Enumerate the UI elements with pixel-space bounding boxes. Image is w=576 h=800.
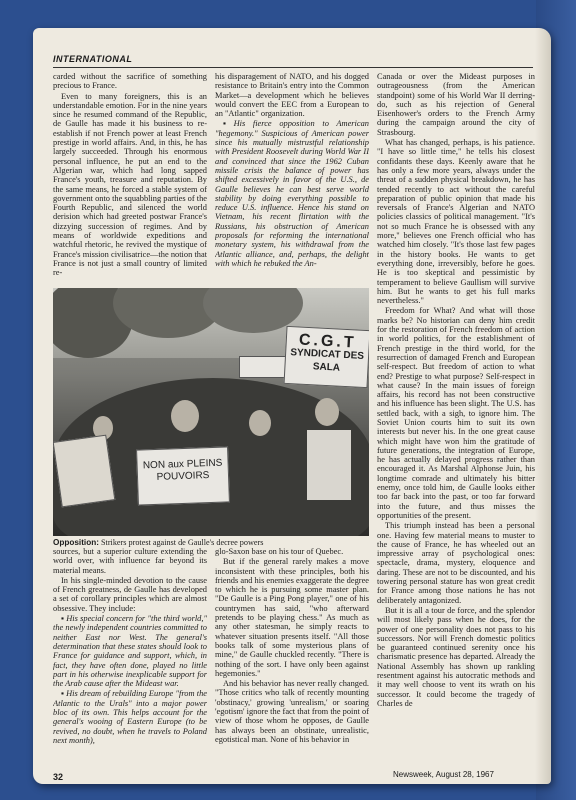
paragraph: In his single-minded devotion to the cause of French greatness, de Gaulle has developed a set of corollary principles which are almost obsessive. They include: <box>53 575 207 613</box>
column-1-bottom <box>53 547 207 767</box>
paragraph: But if the general rarely makes a move inconsistent with these principles, both his friends and his enemies exaggerate the degree to which he is pursuing some master plan. "De Gaulle is a Ping Pong player," one of his countrymen has said, "who afterward pretends to be playing chess." As much as any other statesman, he simply reacts to whatever situation presents itself. "All those books talk of some mysterious plans of mine," de Gaulle chuckled recently. "There is nothing of the sort. I have only been against hegemonies." <box>215 557 369 678</box>
paragraph: Canada or over the Mideast purposes in outrageousness (from the American standpoint) some of his World War II derring-do, such as his rejection of General Eisenhower's orders to the French Army during the campaign around the city of Strasbourg. <box>377 72 535 137</box>
sign-cgt-subtitle: SYNDICAT DES SALA <box>290 347 365 374</box>
publication-footer: Newsweek, August 28, 1967 <box>393 770 494 779</box>
paragraph: What has changed, perhaps, is his patience. "I have so little time," he tells his closest confidants these days. Keenly aware that he has only a few more years, always under the threat of a sudden physical breakdown, he has tended recently to act without the careful preparation of public opinion that made his reversals of France's Algerian and NATO policies classics of political management. "It's not so much France he is obsessed with any more," believes one French official who has watched him closely. "It's those last few pages in the history books. He wants to get everything done, irreversibly, before he goes. He is too skeptical and pessimistic by temperament to believe Gaullism will survive him. But he wants to get his full marks nevertheless." <box>377 138 535 306</box>
protest-sign-cgt <box>284 326 369 388</box>
paragraph-text: His dream of rebuilding Europe "from the Atlantic to the Urals" into a major power bloc of its own. This helps account for the general's wooing of Eastern Europe (to be revived, no doubt, when he travels to Poland next month), <box>53 689 207 745</box>
section-header: INTERNATIONAL <box>53 54 133 64</box>
magazine-page <box>33 28 551 784</box>
column-2-bottom <box>215 547 369 767</box>
bullet-icon: ▪ <box>223 119 232 129</box>
bullet-icon: ▪ <box>61 614 65 624</box>
paragraph: This triumph instead has been a personal one. Having few material means to muster to the cause of France, he has wheeled out an impressive array of psychological ones: spectacle, drama, mystery, eloquence and daring. These are not to be discounted, and his towering personal stature has won great credit for France among those nations he has not deliberately antagonized. <box>377 521 535 605</box>
paragraph: And his behavior has never really changed. "Those critics who talk of recently mounting 'obstinacy,' growing 'unrealism,' or soaring 'egotism' ignore the fact that from the point of view of those whom he opposes, de Gaulle has always been an obstinate, unrealistic, egotistical man. None of his behavior in <box>215 679 369 744</box>
bullet-paragraph <box>53 689 207 745</box>
protest-sign-small <box>239 356 289 378</box>
protest-sign-non: NON aux PLEINS POUVOIRS <box>136 446 230 505</box>
paragraph: his disparagement of NATO, and his dogged resistance to Britain's entry into the Common Market—a development which he believes would convert the EEC from a European to an "Atlantic" organization. <box>215 72 369 119</box>
caption-lead: Opposition: <box>53 538 99 547</box>
paragraph: sources, but a superior culture extending the world over, with influence far beyond its material means. <box>53 547 207 575</box>
header-rule <box>53 67 533 68</box>
protest-sign-left <box>53 435 115 508</box>
photo-shirt <box>307 430 351 500</box>
paragraph-text: His fierce opposition to American "hegemony." Suspicious of American power since his mutually mistrustful relationship with President Roosevelt during World War II and convinced that since the 1962 Cuban missile crisis the balance of power has shifted excessively in favor of the U.S., de Gaulle believes he can best serve world stability by doing everything possible to reduce U.S. influence. Hence his stand on Vietnam, his recent flirtation with the Russians, his obstruction of American proposals for reforming the international monetary system, his withdrawal from the Atlantic alliance, and, perhaps, the delight with which he rebuked the An- <box>215 119 369 268</box>
protest-photo <box>53 288 369 536</box>
page-number: 32 <box>53 772 64 782</box>
bullet-paragraph <box>53 614 207 688</box>
photo-figure <box>249 410 271 436</box>
column-2-top <box>215 72 369 286</box>
paragraph: But it is all a tour de force, and the splendor will most likely pass when he does, for the power of one personality does not pass to his successors. Nor will French domestic politics be guaranteed continued serenity once his charismatic presence has departed. Already the National Assembly has shown up rankling resentment against his autocratic methods and it may well choose to vent its wrath on his successor. It could become the tragedy of Charles de <box>377 605 535 708</box>
photo-figure <box>315 398 339 426</box>
caption-text: Strikers protest against de Gaulle's decree powers <box>100 538 264 547</box>
paragraph: carded without the sacrifice of something precious to France. <box>53 72 207 91</box>
paragraph: Even to many foreigners, this is an understandable emotion. For in the nine years since he resumed command of the Republic, de Gaulle has made it his business to re-establish if not French power at least French prestige in world affairs. And, in this, he has largely succeeded. Through his enormous personal influence, he put an end to the Algerian war, which had long sapped France's youth, treasure and reputation. By the same means, he forced a stable system of government onto the squabbling parties of the Fourth Republic, and silenced the world derision which had greeted postwar France's dizzying succession of regimes. And by means of worldwide expeditions and watchful rhetoric, he revived the mystique of France's mission civilisatrice—the notion that France is not just a small country of limited re- <box>53 91 207 278</box>
sign-cgt-title: C.G.T <box>298 331 358 352</box>
column-3 <box>377 72 535 784</box>
paragraph-text: His special concern for "the third world," the newly independent countries committed to neither East nor West. The general's determination that these states should look to France for guidance and support, which, in fact, they have often done, played no little part in his otherwise inexplicable support for the Arab cause after the Mideast war. <box>53 614 207 689</box>
bullet-icon: ▪ <box>61 689 65 699</box>
photo-figure <box>171 400 199 432</box>
page-edge-shadow <box>535 28 551 784</box>
paragraph: glo-Saxon base on his tour of Quebec. <box>215 547 344 556</box>
bullet-paragraph <box>215 119 369 268</box>
photo-caption <box>53 538 369 547</box>
paragraph: Freedom for What? And what will those marks be? No historian can deny him credit for the restoration of French freedom of action in world politics, for the establishment of French prestige in the third world, for the resurrection of damaged French and European self-respect. But freedom of action to what end? Prestige to what purpose? Self-respect in what cause? In the main issues of foreign affairs, his record has not been constructive and his influence has been slight. The U.S. has settled back, with a sigh, to ignore him. The Soviet Union courts him to suit its own interests but never his. In the one great cause which might have won him the gratitude of future generations, the integration of Europe, he has actually delayed progress rather than encouraged it. As Marshal Alphonse Juin, his longtime comrade and ultimately his bitter enemy, once told him, de Gaulle looks either too far back into the past, or too far forward into the future, and thus misses the opportunities of the present. <box>377 306 535 520</box>
column-1-top <box>53 72 207 286</box>
